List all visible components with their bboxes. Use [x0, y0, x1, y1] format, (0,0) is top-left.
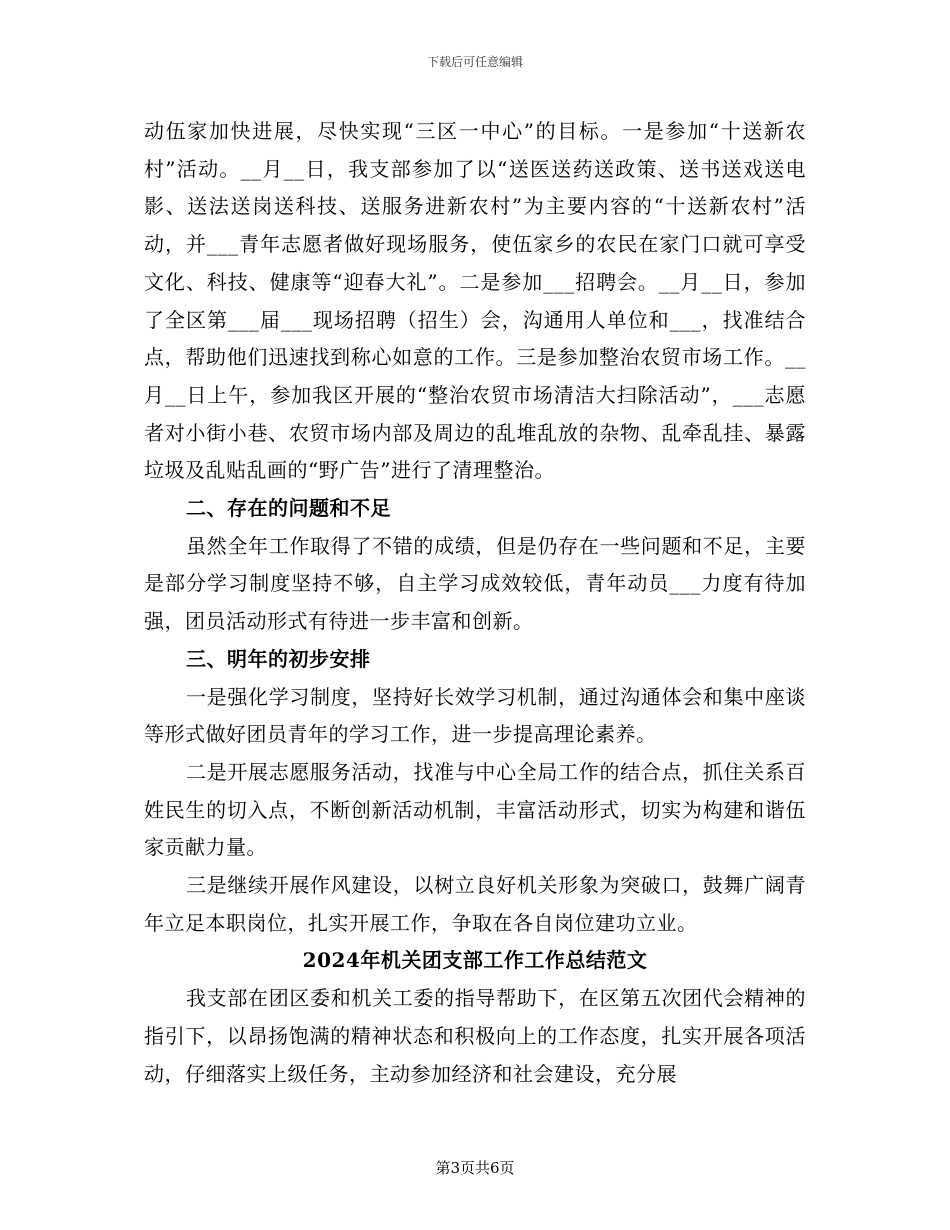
document-title: 2024年机关团支部工作工作总结范文: [302, 948, 648, 973]
document-body: [144, 113, 806, 1093]
body-paragraph: 虽然全年工作取得了不错的成绩，但是仍存在一些问题和不足，主要是部分学习制度坚持不够，自主学习成效较低，青年动员___力度有待加强，团员活动形式有待进一步丰富和创新。: [144, 533, 806, 634]
section-heading: 三、明年的初步安排: [186, 646, 371, 671]
body-paragraph: 二是开展志愿服务活动，找准与中心全局工作的结合点，抓住关系百姓民生的切入点，不断创新活动机制，丰富活动形式，切实为构建和谐伍家贡献力量。: [144, 759, 806, 860]
page-number: 第3页共6页: [435, 1159, 515, 1177]
body-paragraph: 我支部在团区委和机关工委的指导帮助下，在区第五次团代会精神的指引下，以昂扬饱满的精神状态和积极向上的工作态度，扎实开展各项活动，仔细落实上级任务，主动参加经济和社会建设，充分展: [144, 986, 806, 1086]
body-paragraph: 一是强化学习制度，坚持好长效学习机制，通过沟通体会和集中座谈等形式做好团员青年的学习工作，进一步提高理论素养。: [144, 684, 806, 747]
body-paragraph: 三是继续开展作风建设，以树立良好机关形象为突破口，鼓舞广阔青年立足本职岗位，扎实开展工作，争取在各自岗位建功立业。: [144, 873, 806, 935]
page-header: 下载后可任意编辑: [426, 55, 523, 69]
body-paragraph: 动伍家加快进展，尽快实现“三区一中心”的目标。一是参加“十送新农村”活动。__月__日，我支部参加了以“送医送药送政策、送书送戏送电影、送法送岗送科技、送服务进新农村”为主要内容的“十送新农村”活动，并___青年志愿者做好现场服务，使伍家乡的农民在家门口就可享受文化、科技、健康等“迎春大礼”。二是参加___招聘会。__月__日，参加了全区第___届___现场招聘（招生）会，沟通用人单位和___，找准结合点，帮助他们迅速找到称心如意的工作。三是参加整治农贸市场工作。__月__日上午，参加我区开展的“整治农贸市场清洁大扫除活动”，___志愿者对小街小巷、农贸市场内部及周边的乱堆乱放的杂物、乱牵乱挂、暴露垃圾及乱贴乱画的“野广告”进行了清理整治。: [144, 119, 806, 483]
section-heading: 二、存在的问题和不足: [186, 496, 391, 521]
